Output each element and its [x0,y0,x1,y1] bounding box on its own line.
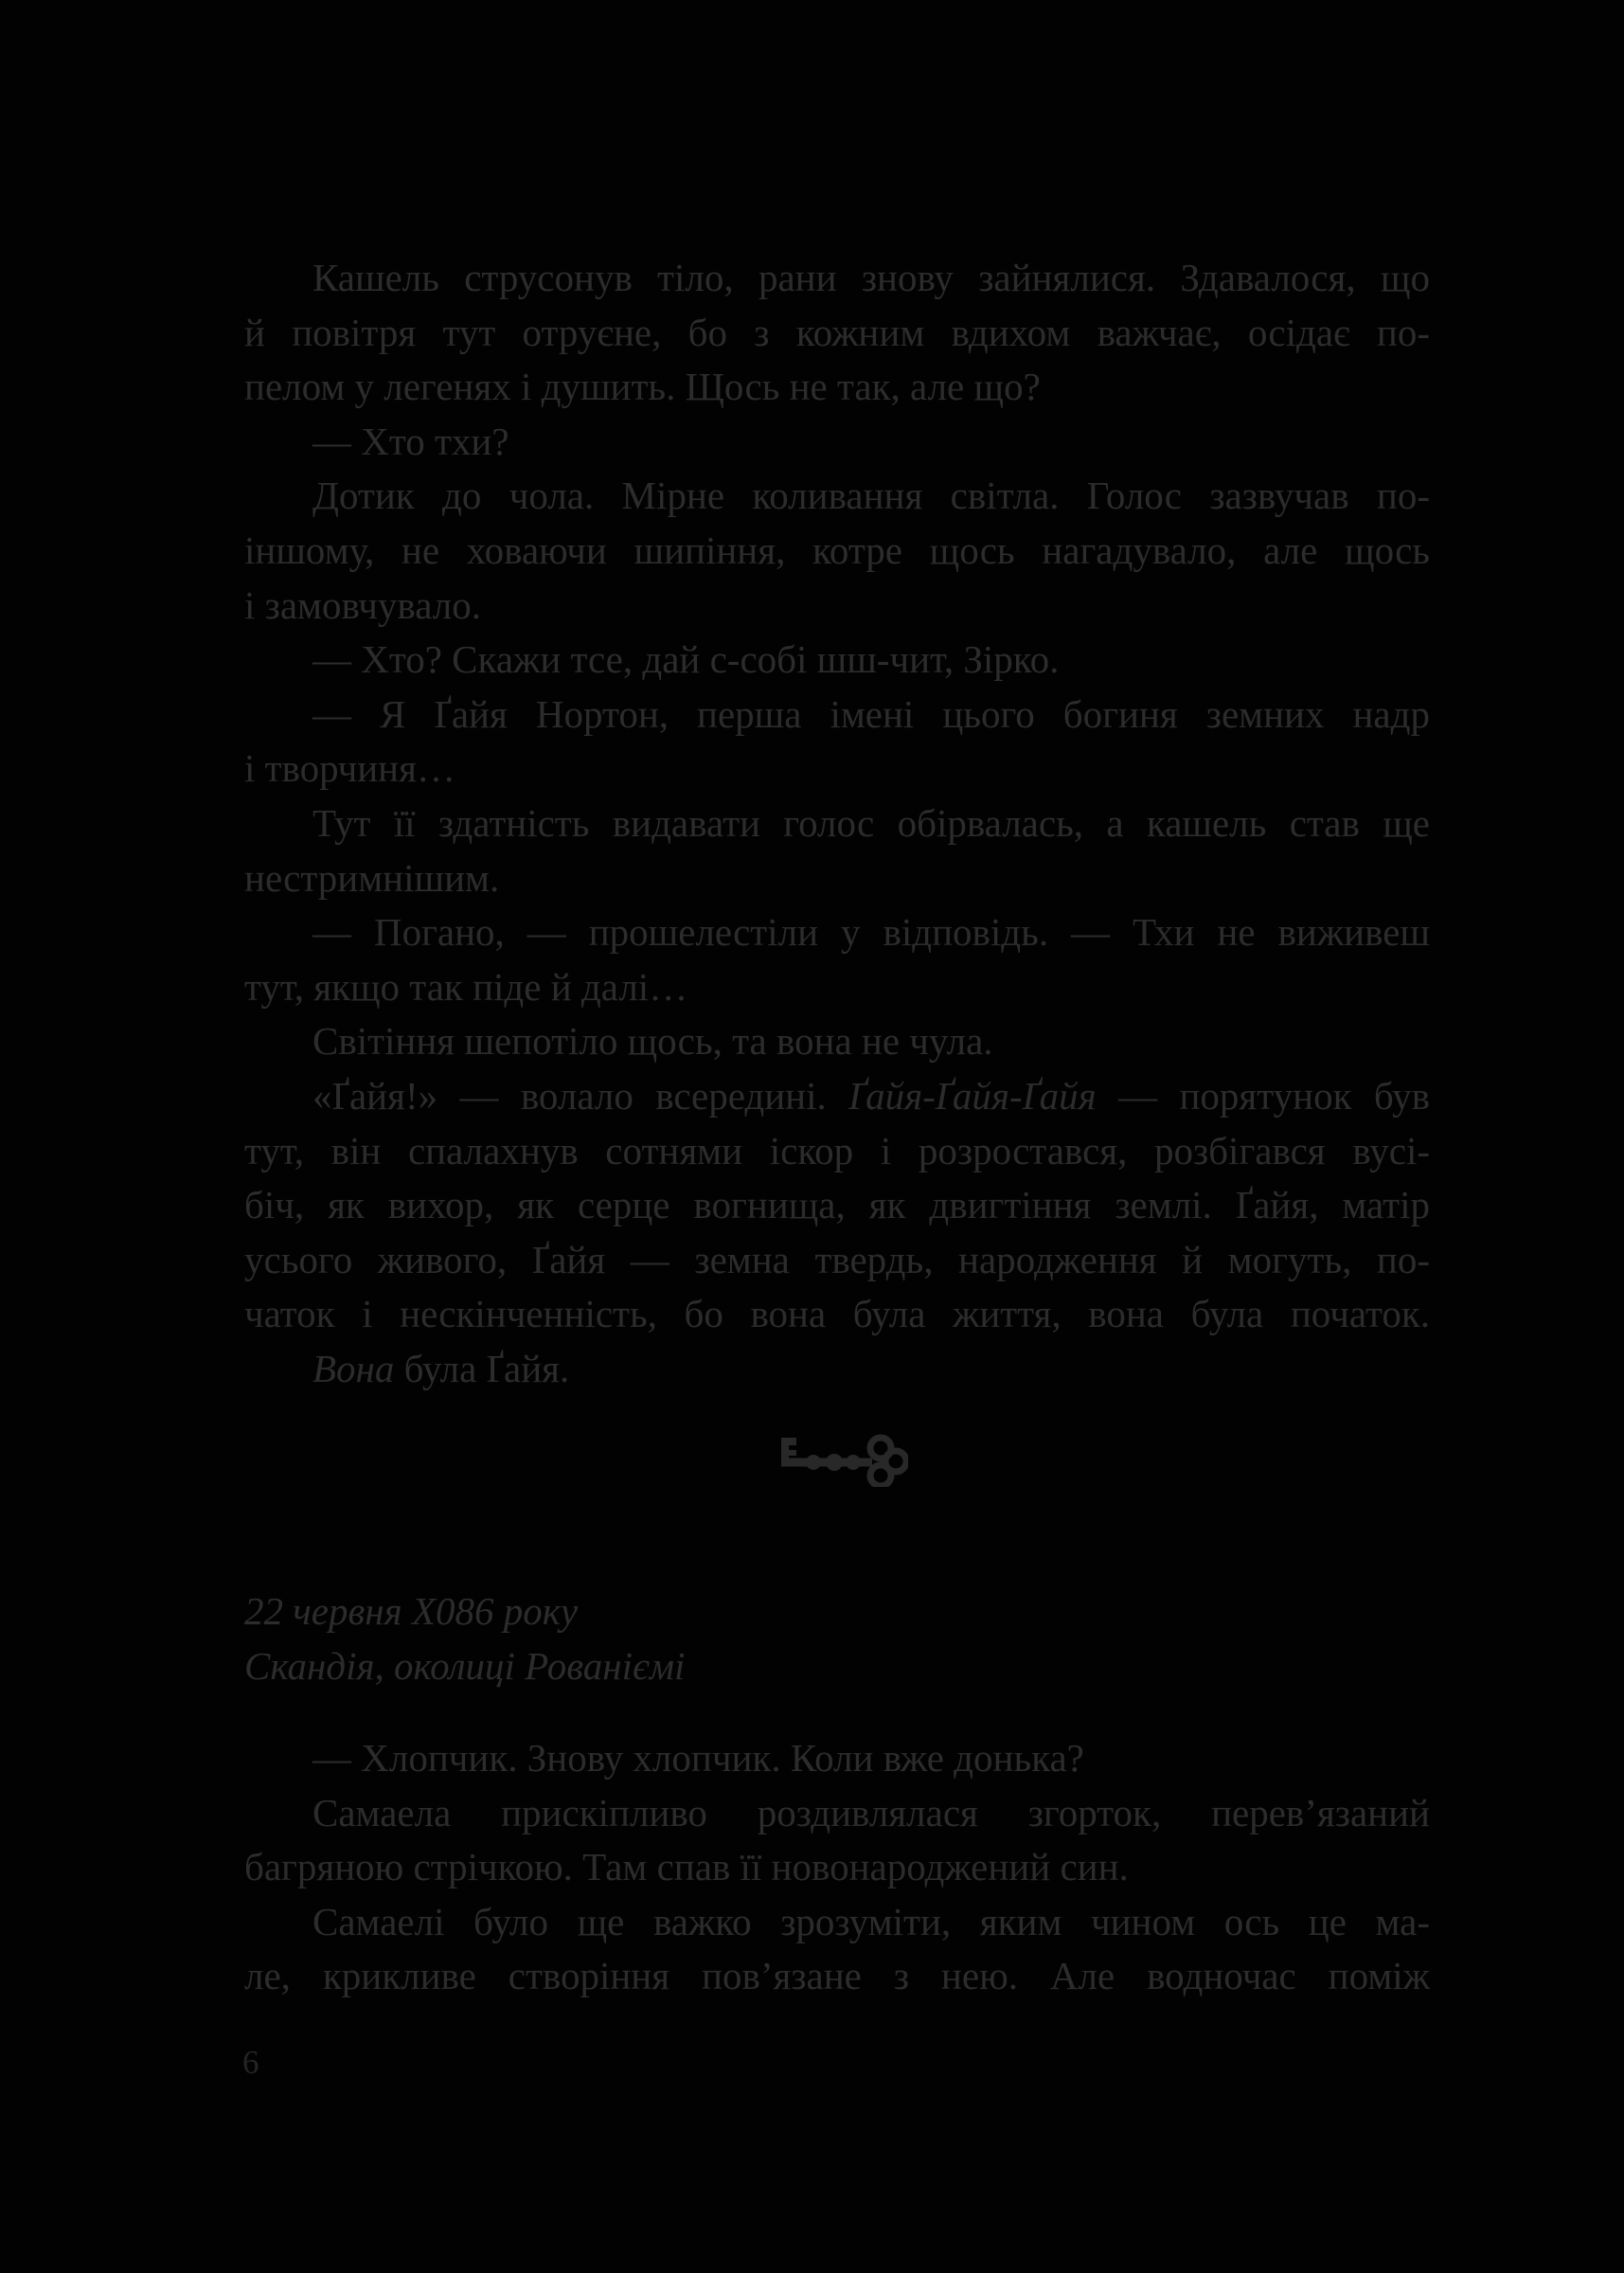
body-text-block-1 [244,251,1430,1396]
text-line: Самаелі було ще важко зрозуміти, яким чином ось це ма- [312,1899,1430,1943]
text-line: ле, крикливе створіння пов’язане з нею. Але водночас поміж [244,1954,1430,1998]
key-ornament-icon [766,1428,908,1487]
text-line: чаток і нескінченність, бо вона була життя, вона була початок. [244,1292,1430,1336]
text-line: тут, він спалахнув сотнями іскор і розростався, розбігався вусі- [244,1128,1430,1172]
text-line: усього живого, Ґайя — земна твердь, народження й могуть, по- [244,1237,1430,1281]
text-line: нестримнішим. [244,855,500,900]
text-line: біч, як вихор, як серце вогнища, як двигтіння землі. Ґайя, матір [244,1183,1430,1227]
text-line: Самаела прискіпливо роздивлялася згорток, перев’язаний [312,1790,1430,1835]
text-line: — Хлопчик. Знову хлопчик. Коли вже донька? [312,1736,1084,1780]
dateline-date: 22 червня Х086 року [244,1589,579,1633]
text-line: Кашель струсонув тіло, рани знову зайнялися. Здавалося, що [312,256,1430,299]
dateline-location: Скандія, околиці Рованіємі [244,1643,686,1688]
text-line: — Я Ґайя Нортон, перша імені цього богиня земних надр [312,691,1430,736]
text-line: тут, якщо так піде й далі… [244,964,688,1009]
text-line: і творчиня… [244,746,455,791]
text-line: іншому, не ховаючи шипіння, котре щось нагадувало, але щось [244,528,1430,572]
text-line: — Хто? Скажи тсе, дай с-собі шш-чит, Зірко. [312,637,1060,682]
text-line: Дотик до чола. Мірне коливання світла. Голос зазвучав по- [312,474,1430,518]
text-line: Тут її здатність видавати голос обірвалась, а кашель став ще [312,800,1430,845]
text-line: багряною стрічкою. Там спав її новонароджений син. [244,1845,1129,1889]
scene-dateline [244,1584,1430,1693]
text-line: Вона була Ґайя. [312,1346,570,1390]
text-line: і замовчувало. [244,582,481,627]
body-text-block-2 [244,1731,1430,2004]
text-line: — Погано, — прошелестіли у відповідь. — Тхи не виживеш [312,910,1430,955]
text-line: пелом у легенях і душить. Щось не так, але що? [244,365,1041,409]
text-line: й повітря тут отруєне, бо з кожним вдихом важчає, осідає по- [244,310,1430,354]
text-line: Світіння шепотіло щось, та вона не чула. [312,1019,993,1064]
text-line: — Хто тхи? [312,419,509,463]
text-line: «Ґайя!» — волало всередині. Ґайя-Ґайя-Ґайя — порятунок був [312,1073,1430,1118]
page-number: 6 [242,2044,259,2081]
